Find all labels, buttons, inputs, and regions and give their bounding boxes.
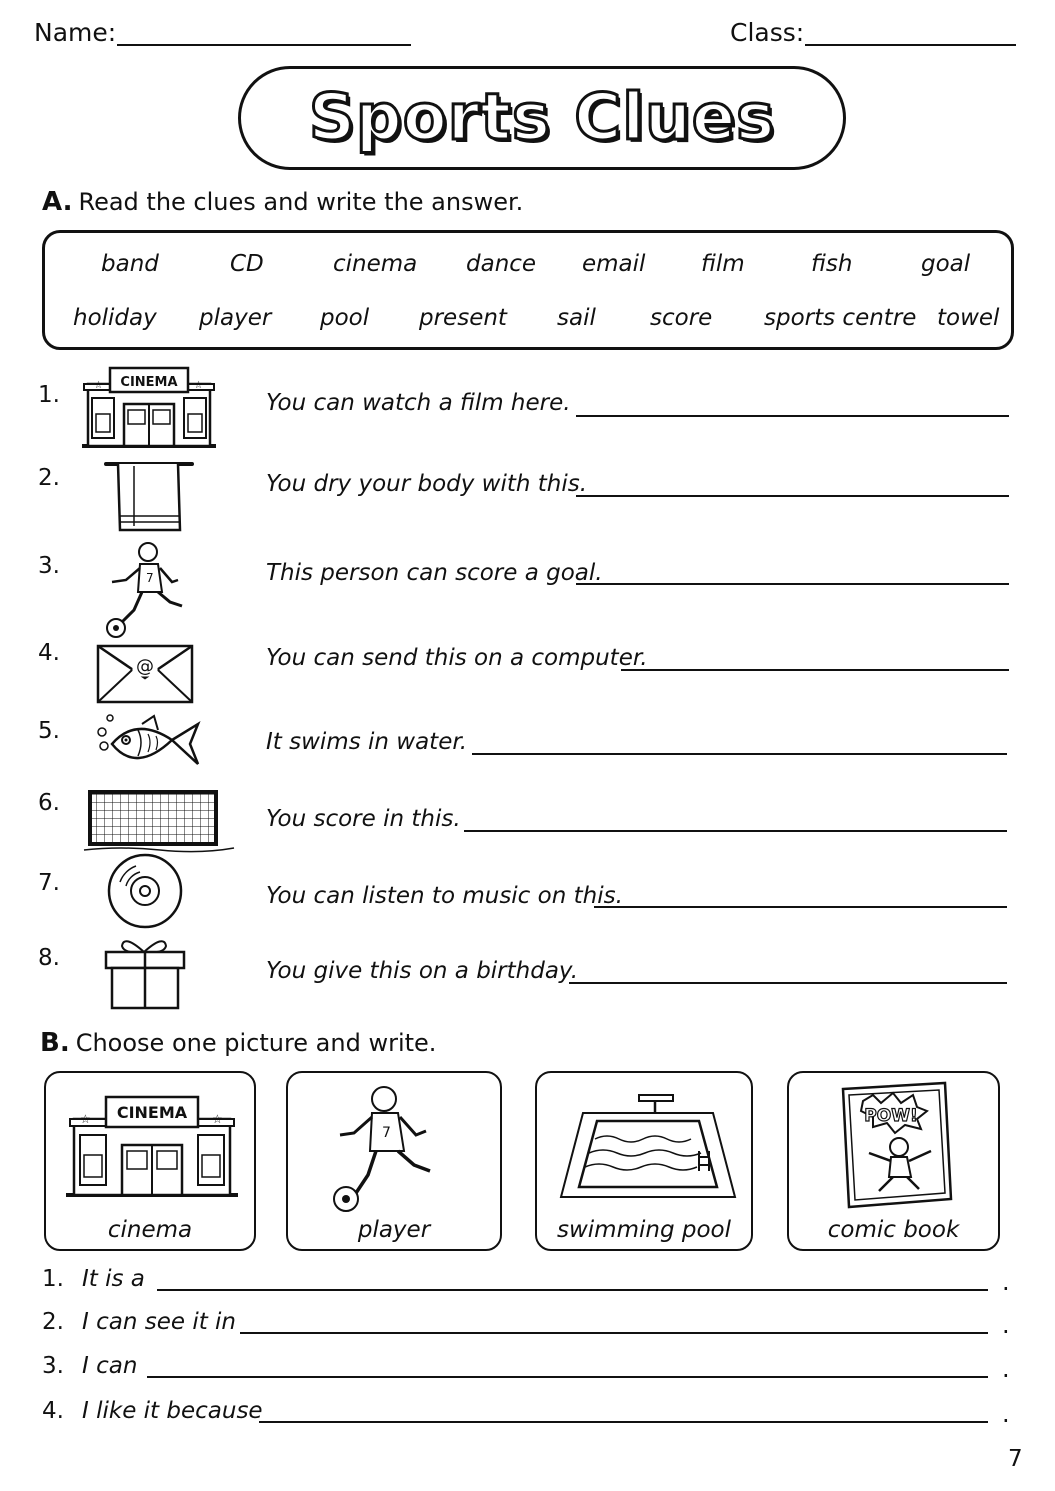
sentence-period: . — [1002, 1311, 1010, 1339]
clue-number: 5. — [38, 718, 60, 744]
cinema-sign-text: CINEMA — [120, 375, 178, 390]
sentence-period: . — [1002, 1268, 1010, 1296]
name-field[interactable] — [117, 44, 411, 46]
sentence-starter: I can — [82, 1353, 138, 1379]
sentence-line-1[interactable] — [157, 1289, 988, 1291]
word-bank-item: film — [701, 251, 745, 277]
answer-line-5[interactable] — [472, 753, 1007, 755]
word-bank-item: pool — [320, 305, 370, 331]
sentence-starter: I can see it in — [82, 1309, 237, 1335]
answer-line-6[interactable] — [464, 830, 1007, 832]
card-label: player — [357, 1217, 431, 1243]
sentence-period: . — [1002, 1355, 1010, 1383]
word-bank-item: holiday — [73, 305, 157, 331]
sentence-number: 1. — [42, 1266, 64, 1292]
at-symbol: @ — [136, 656, 154, 677]
card-label: comic book — [827, 1217, 960, 1243]
sentence-starter: It is a — [82, 1266, 145, 1292]
sentence-number: 2. — [42, 1309, 64, 1335]
clue-text: You can send this on a computer. — [266, 645, 648, 671]
clue-number: 2. — [38, 465, 60, 491]
word-bank-item: goal — [921, 251, 971, 277]
sentence-number: 4. — [42, 1398, 64, 1424]
word-bank-item: score — [650, 305, 713, 331]
clue-text: You score in this. — [266, 806, 461, 832]
clue-text: This person can score a goal. — [266, 560, 603, 586]
class-field[interactable] — [805, 44, 1016, 46]
cinema-sign-text: CINEMA — [116, 1103, 188, 1122]
clue-number: 3. — [38, 553, 60, 579]
section-b-heading — [40, 1028, 436, 1058]
soccer-player-icon — [332, 1081, 442, 1215]
word-bank-item: sports centre — [764, 305, 917, 331]
section-b-letter: B. — [40, 1028, 70, 1058]
sentence-period: . — [1002, 1400, 1010, 1428]
picture-card-comic-book[interactable] — [787, 1071, 1000, 1251]
page-number: 7 — [1008, 1446, 1023, 1472]
word-bank-item: player — [199, 305, 272, 331]
picture-card-swimming-pool[interactable] — [535, 1071, 753, 1251]
title-banner — [238, 66, 846, 170]
cinema-icon — [66, 1093, 238, 1199]
word-bank-item: cinema — [333, 251, 418, 277]
word-bank-item: fish — [811, 251, 853, 277]
section-b-instruction: Choose one picture and write. — [75, 1029, 437, 1057]
clue-number: 8. — [38, 945, 60, 971]
soccer-player-icon — [104, 540, 188, 640]
word-bank-item: dance — [466, 251, 537, 277]
word-bank-item: CD — [230, 251, 264, 277]
card-label: swimming pool — [556, 1217, 731, 1243]
answer-line-2[interactable] — [576, 495, 1009, 497]
comic-cover-text: POW! — [864, 1106, 918, 1126]
goal-net-icon — [80, 786, 238, 854]
svg-text:☆: ☆ — [212, 1112, 223, 1126]
word-bank-item: towel — [937, 305, 1000, 331]
sentence-line-3[interactable] — [147, 1376, 988, 1378]
picture-card-cinema[interactable] — [44, 1071, 256, 1251]
clue-number: 7. — [38, 870, 60, 896]
svg-text:☆: ☆ — [194, 380, 203, 391]
word-bank-item: present — [419, 305, 507, 331]
class-label: Class: — [730, 18, 805, 47]
sentence-starter: I like it because — [82, 1398, 263, 1424]
answer-line-8[interactable] — [569, 982, 1007, 984]
svg-text:☆: ☆ — [94, 380, 103, 391]
word-bank-item: band — [101, 251, 159, 277]
page-title: Sports Clues — [308, 81, 776, 155]
picture-card-player[interactable] — [286, 1071, 502, 1251]
answer-line-4[interactable] — [621, 669, 1009, 671]
svg-text:7: 7 — [382, 1125, 391, 1141]
cd-icon — [106, 852, 184, 930]
svg-text:☆: ☆ — [80, 1112, 91, 1126]
name-label: Name: — [34, 18, 117, 47]
word-bank-item: email — [582, 251, 646, 277]
answer-line-1[interactable] — [576, 415, 1009, 417]
clue-text: You can watch a film here. — [266, 390, 571, 416]
answer-line-3[interactable] — [576, 583, 1009, 585]
word-bank — [42, 230, 1014, 350]
email-envelope-icon — [96, 644, 194, 704]
clue-number: 6. — [38, 790, 60, 816]
sentence-number: 3. — [42, 1353, 64, 1379]
clue-number: 4. — [38, 640, 60, 666]
fish-icon — [96, 712, 202, 776]
swimming-pool-icon — [559, 1087, 737, 1199]
clue-text: You dry your body with this. — [266, 471, 588, 497]
card-label: cinema — [107, 1217, 193, 1243]
cinema-icon — [80, 362, 218, 450]
clue-number: 1. — [38, 382, 60, 408]
gift-box-icon — [102, 934, 188, 1010]
sentence-line-2[interactable] — [240, 1332, 988, 1334]
section-a-letter: A. — [42, 187, 73, 217]
answer-line-7[interactable] — [594, 906, 1007, 908]
clue-text: You give this on a birthday. — [266, 958, 579, 984]
clue-text: It swims in water. — [266, 729, 468, 755]
svg-text:7: 7 — [146, 571, 154, 585]
clue-text: You can listen to music on this. — [266, 883, 623, 909]
comic-book-icon — [833, 1081, 957, 1209]
section-a-instruction: Read the clues and write the answer. — [78, 188, 524, 216]
sentence-line-4[interactable] — [259, 1421, 988, 1423]
towel-icon — [104, 456, 194, 534]
word-bank-item: sail — [557, 305, 596, 331]
section-a-heading — [42, 187, 523, 217]
